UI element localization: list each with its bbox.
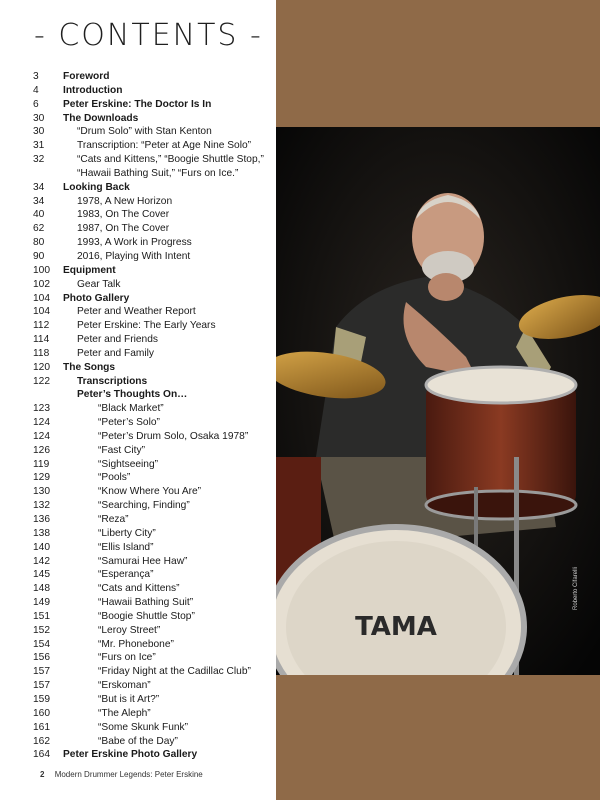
- toc-entry-title: Peter and Friends: [77, 334, 158, 346]
- toc-entry-title: Peter Erskine: The Doctor Is In: [63, 98, 212, 110]
- toc-page-number: 104: [33, 306, 50, 318]
- toc-entry-title: “Friday Night at the Cadillac Club”: [98, 666, 251, 678]
- toc-entry-title: “Some Skunk Funk”: [98, 721, 189, 733]
- toc-entry: [33, 485, 273, 499]
- toc-entry: [33, 555, 273, 569]
- toc-entry: [33, 333, 273, 347]
- toc-page-number: 145: [33, 569, 50, 581]
- toc-entry-title: Peter Erskine Photo Gallery: [63, 749, 198, 761]
- toc-entry: [33, 292, 273, 306]
- toc-entry-title: “Cats and Kittens”: [98, 583, 180, 595]
- toc-entry: [33, 707, 273, 721]
- toc-entry: [33, 679, 273, 693]
- toc-page-number: 154: [33, 638, 50, 650]
- toc-page-number: 123: [33, 403, 50, 415]
- toc-page-number: 162: [33, 735, 50, 747]
- toc-entry-title: “Mr. Phonebone”: [98, 638, 174, 650]
- toc-page-number: 129: [33, 472, 50, 484]
- toc-entry-title: The Downloads: [63, 112, 139, 124]
- toc-entry-title: “Peter’s Solo”: [98, 417, 160, 429]
- toc-page-number: 161: [33, 721, 50, 733]
- toc-entry-title: Photo Gallery: [63, 292, 130, 304]
- toc-page-number: 132: [33, 500, 50, 512]
- toc-entry-title: “Hawaii Bathing Suit”: [98, 597, 194, 609]
- contents-column: [0, 0, 276, 800]
- toc-entry-title: Peter and Weather Report: [77, 306, 196, 318]
- contents-title: - CONTENTS -: [34, 18, 263, 53]
- toc-page-number: 130: [33, 486, 50, 498]
- toc-page-number: 100: [33, 264, 50, 276]
- toc-page-number: 102: [33, 278, 50, 290]
- toc-entry: [33, 195, 273, 209]
- toc-page-number: 31: [33, 140, 45, 152]
- footer-publication-title: Modern Drummer Legends: Peter Erskine: [54, 770, 203, 779]
- brown-band-top: [276, 0, 600, 127]
- toc-entry: [33, 499, 273, 513]
- toc-entry: [33, 430, 273, 444]
- toc-entry-title: “Peter’s Drum Solo, Osaka 1978”: [98, 430, 249, 442]
- toc-entry: [33, 582, 273, 596]
- toc-entry: [33, 375, 273, 389]
- footer-page-number: 2: [40, 770, 45, 779]
- toc-entry: [33, 568, 273, 582]
- toc-page-number: 159: [33, 693, 50, 705]
- toc-entry-title: “Hawaii Bathing Suit,” “Furs on Ice.”: [77, 167, 239, 179]
- drummer-photo-illustration: [276, 127, 600, 675]
- toc-entry: [33, 250, 273, 264]
- toc-entry-title: “Ellis Island”: [98, 541, 154, 553]
- table-of-contents: [33, 70, 273, 762]
- toc-entry: [33, 264, 273, 278]
- toc-entry-title: 1978, A New Horizon: [77, 195, 173, 207]
- toc-entry: [33, 222, 273, 236]
- toc-entry-title: “Searching, Finding”: [98, 500, 190, 512]
- toc-entry-title: Peter’s Thoughts On…: [77, 389, 188, 401]
- drummer-photo: [276, 127, 600, 675]
- toc-entry: [33, 610, 273, 624]
- toc-entry: [33, 167, 273, 181]
- toc-entry-title: The Songs: [63, 361, 116, 373]
- toc-page-number: 80: [33, 237, 45, 249]
- toc-page-number: 34: [33, 181, 45, 193]
- toc-entry-title: 1987, On The Cover: [77, 223, 170, 235]
- toc-entry: [33, 361, 273, 375]
- toc-page-number: 4: [33, 84, 39, 96]
- toc-entry: [33, 471, 273, 485]
- toc-entry-title: 2016, Playing With Intent: [77, 250, 191, 262]
- toc-entry-title: Peter Erskine: The Early Years: [77, 320, 216, 332]
- toc-page-number: 90: [33, 250, 45, 262]
- toc-page-number: 138: [33, 527, 50, 539]
- toc-page-number: 149: [33, 597, 50, 609]
- toc-page-number: 157: [33, 666, 50, 678]
- toc-entry: [33, 125, 273, 139]
- toc-page-number: 40: [33, 209, 45, 221]
- toc-page-number: 140: [33, 541, 50, 553]
- toc-entry: [33, 541, 273, 555]
- toc-entry: [33, 513, 273, 527]
- toc-entry: [33, 319, 273, 333]
- toc-entry: [33, 527, 273, 541]
- toc-page-number: 118: [33, 347, 50, 359]
- toc-entry-title: Equipment: [63, 264, 116, 276]
- toc-entry: [33, 638, 273, 652]
- toc-entry-title: 1993, A Work in Progress: [77, 237, 192, 249]
- toc-page-number: 34: [33, 195, 45, 207]
- toc-entry: [33, 735, 273, 749]
- toc-page-number: 157: [33, 680, 50, 692]
- toc-page-number: 142: [33, 555, 50, 567]
- toc-entry: [33, 665, 273, 679]
- toc-entry: [33, 98, 273, 112]
- toc-page-number: 122: [33, 375, 50, 387]
- toc-page-number: 30: [33, 126, 45, 138]
- toc-entry-title: “Cats and Kittens,” “Boogie Shuttle Stop,”: [77, 154, 264, 166]
- toc-entry: [33, 70, 273, 84]
- toc-entry: [33, 84, 273, 98]
- brown-band-bottom: [276, 675, 600, 800]
- toc-entry-title: “Know Where You Are”: [98, 486, 202, 498]
- toc-entry: [33, 693, 273, 707]
- toc-entry: [33, 402, 273, 416]
- toc-entry: [33, 236, 273, 250]
- toc-entry-title: “The Aleph”: [98, 707, 151, 719]
- toc-entry-title: “Leroy Street”: [98, 624, 161, 636]
- toc-entry-title: “Furs on Ice”: [98, 652, 156, 664]
- page-footer: [40, 770, 203, 779]
- toc-entry: [33, 112, 273, 126]
- toc-entry-title: “Babe of the Day”: [98, 735, 178, 747]
- toc-entry-title: “Fast City”: [98, 444, 145, 456]
- toc-entry-title: Introduction: [63, 84, 123, 96]
- toc-page-number: 160: [33, 707, 50, 719]
- toc-entry-title: Gear Talk: [77, 278, 121, 290]
- toc-page-number: 104: [33, 292, 50, 304]
- toc-entry: [33, 153, 273, 167]
- toc-entry: [33, 388, 273, 402]
- toc-entry-title: Peter and Family: [77, 347, 155, 359]
- toc-entry: [33, 347, 273, 361]
- toc-entry: [33, 139, 273, 153]
- toc-entry-title: “Drum Solo” with Stan Kenton: [77, 126, 212, 138]
- toc-entry-title: Transcription: “Peter at Age Nine Solo”: [77, 140, 252, 152]
- toc-page-number: 148: [33, 583, 50, 595]
- toc-page-number: 151: [33, 610, 50, 622]
- toc-entry-title: “Black Market”: [98, 403, 164, 415]
- toc-page-number: 124: [33, 430, 50, 442]
- toc-page-number: 164: [33, 749, 50, 761]
- toc-entry-title: Foreword: [63, 71, 110, 82]
- toc-entry: [33, 181, 273, 195]
- toc-entry: [33, 208, 273, 222]
- toc-page-number: 156: [33, 652, 50, 664]
- toc-entry-title: Transcriptions: [77, 375, 148, 387]
- toc-page-number: 119: [33, 458, 50, 470]
- toc-page-number: 62: [33, 223, 45, 235]
- toc-entry: [33, 458, 273, 472]
- toc-entry-title: “Liberty City”: [98, 527, 156, 539]
- toc-entry: [33, 305, 273, 319]
- toc-entry-title: 1983, On The Cover: [77, 209, 170, 221]
- toc-page-number: 112: [33, 320, 50, 332]
- toc-entry-title: Looking Back: [63, 181, 130, 193]
- toc-entry-title: “Erskoman”: [98, 680, 151, 692]
- toc-entry-title: “Samurai Hee Haw”: [98, 555, 188, 567]
- toc-page-number: 30: [33, 112, 45, 124]
- toc-page-number: 152: [33, 624, 50, 636]
- toc-entry-title: “Reza”: [98, 514, 129, 525]
- toc-entry-title: “Boogie Shuttle Stop”: [98, 610, 195, 622]
- toc-page-number: 124: [33, 417, 50, 429]
- toc-page-number: 126: [33, 444, 50, 456]
- toc-entry-title: “But is it Art?”: [98, 693, 160, 705]
- toc-entry-title: “Sightseeing”: [98, 458, 159, 470]
- toc-entry: [33, 651, 273, 665]
- toc-page-number: 136: [33, 514, 50, 525]
- toc-page-number: 32: [33, 154, 45, 166]
- toc-entry: [33, 416, 273, 430]
- toc-entry-title: “Esperança”: [98, 569, 154, 581]
- toc-entry: [33, 596, 273, 610]
- toc-entry: [33, 278, 273, 292]
- toc-page-number: 6: [33, 98, 39, 110]
- toc-page-number: 120: [33, 361, 50, 373]
- toc-entry-title: “Pools”: [98, 472, 131, 484]
- drum-brand-logo: TAMA: [355, 612, 437, 642]
- photo-credit: Roberto Cifarelli: [573, 566, 579, 610]
- toc-page-number: 3: [33, 71, 39, 82]
- toc-entry: [33, 624, 273, 638]
- toc-entry: [33, 444, 273, 458]
- toc-entry: [33, 721, 273, 735]
- toc-page-number: 114: [33, 334, 50, 346]
- toc-entry: [33, 748, 273, 762]
